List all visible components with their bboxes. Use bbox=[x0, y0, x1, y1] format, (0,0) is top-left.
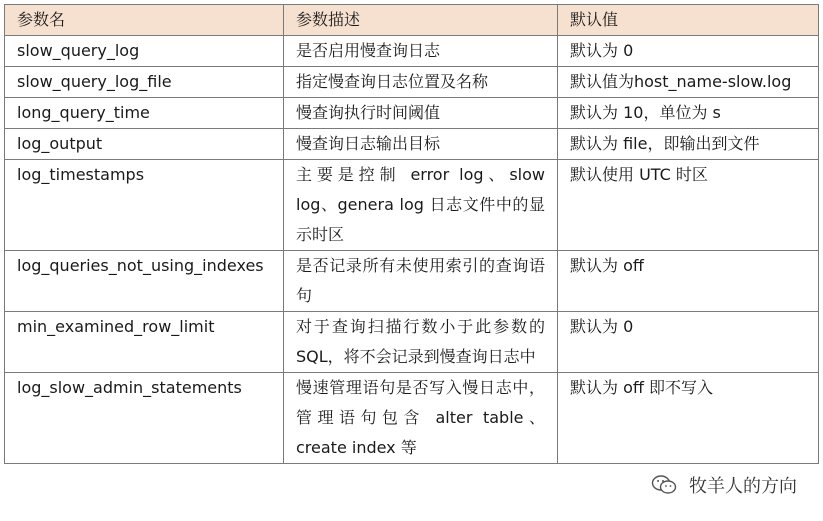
table-row bbox=[5, 160, 819, 251]
param-name-cell: log_queries_not_using_indexes bbox=[5, 251, 284, 312]
table-row bbox=[5, 312, 819, 373]
param-desc-cell: 主要是控制 error log、slow log、genera log 日志文件中的显示时区 bbox=[284, 160, 558, 251]
watermark-text: 牧羊人的方向 bbox=[685, 472, 801, 498]
param-desc-cell: 是否记录所有未使用索引的查询语句 bbox=[284, 251, 558, 312]
default-value-cell: 默认使用 UTC 时区 bbox=[558, 160, 819, 251]
wechat-icon bbox=[651, 474, 677, 496]
table-row bbox=[5, 129, 819, 160]
header-default: 默认值 bbox=[558, 5, 819, 36]
param-desc-cell: 慢查询日志输出目标 bbox=[284, 129, 558, 160]
param-name-cell: long_query_time bbox=[5, 98, 284, 129]
table-row bbox=[5, 36, 819, 67]
param-name-cell: slow_query_log_file bbox=[5, 67, 284, 98]
header-row bbox=[5, 5, 819, 36]
param-name-cell: log_output bbox=[5, 129, 284, 160]
table-row bbox=[5, 373, 819, 464]
param-name-cell: log_timestamps bbox=[5, 160, 284, 251]
table-row bbox=[5, 251, 819, 312]
table-row bbox=[5, 98, 819, 129]
parameter-table bbox=[4, 4, 819, 464]
watermark bbox=[651, 470, 801, 500]
param-desc-cell: 对于查询扫描行数小于此参数的 SQL，将不会记录到慢查询日志中 bbox=[284, 312, 558, 373]
param-desc-cell: 慢速管理语句是否写入慢日志中，管理语句包含 alter table、create index 等 bbox=[284, 373, 558, 464]
default-value-cell: 默认为 off bbox=[558, 251, 819, 312]
default-value-cell: 默认为 file，即输出到文件 bbox=[558, 129, 819, 160]
param-desc-cell: 慢查询执行时间阈值 bbox=[284, 98, 558, 129]
param-name-cell: min_examined_row_limit bbox=[5, 312, 284, 373]
param-name-cell: slow_query_log bbox=[5, 36, 284, 67]
default-value-cell: 默认为 0 bbox=[558, 312, 819, 373]
default-value-cell: 默认为 off 即不写入 bbox=[558, 373, 819, 464]
default-value-cell: 默认为 0 bbox=[558, 36, 819, 67]
param-desc-cell: 指定慢查询日志位置及名称 bbox=[284, 67, 558, 98]
default-value-cell: 默认值为host_name-slow.log bbox=[558, 67, 819, 98]
param-name-cell: log_slow_admin_statements bbox=[5, 373, 284, 464]
param-desc-cell: 是否启用慢查询日志 bbox=[284, 36, 558, 67]
table-row bbox=[5, 67, 819, 98]
header-param-desc: 参数描述 bbox=[284, 5, 558, 36]
header-param-name: 参数名 bbox=[5, 5, 284, 36]
default-value-cell: 默认为 10，单位为 s bbox=[558, 98, 819, 129]
